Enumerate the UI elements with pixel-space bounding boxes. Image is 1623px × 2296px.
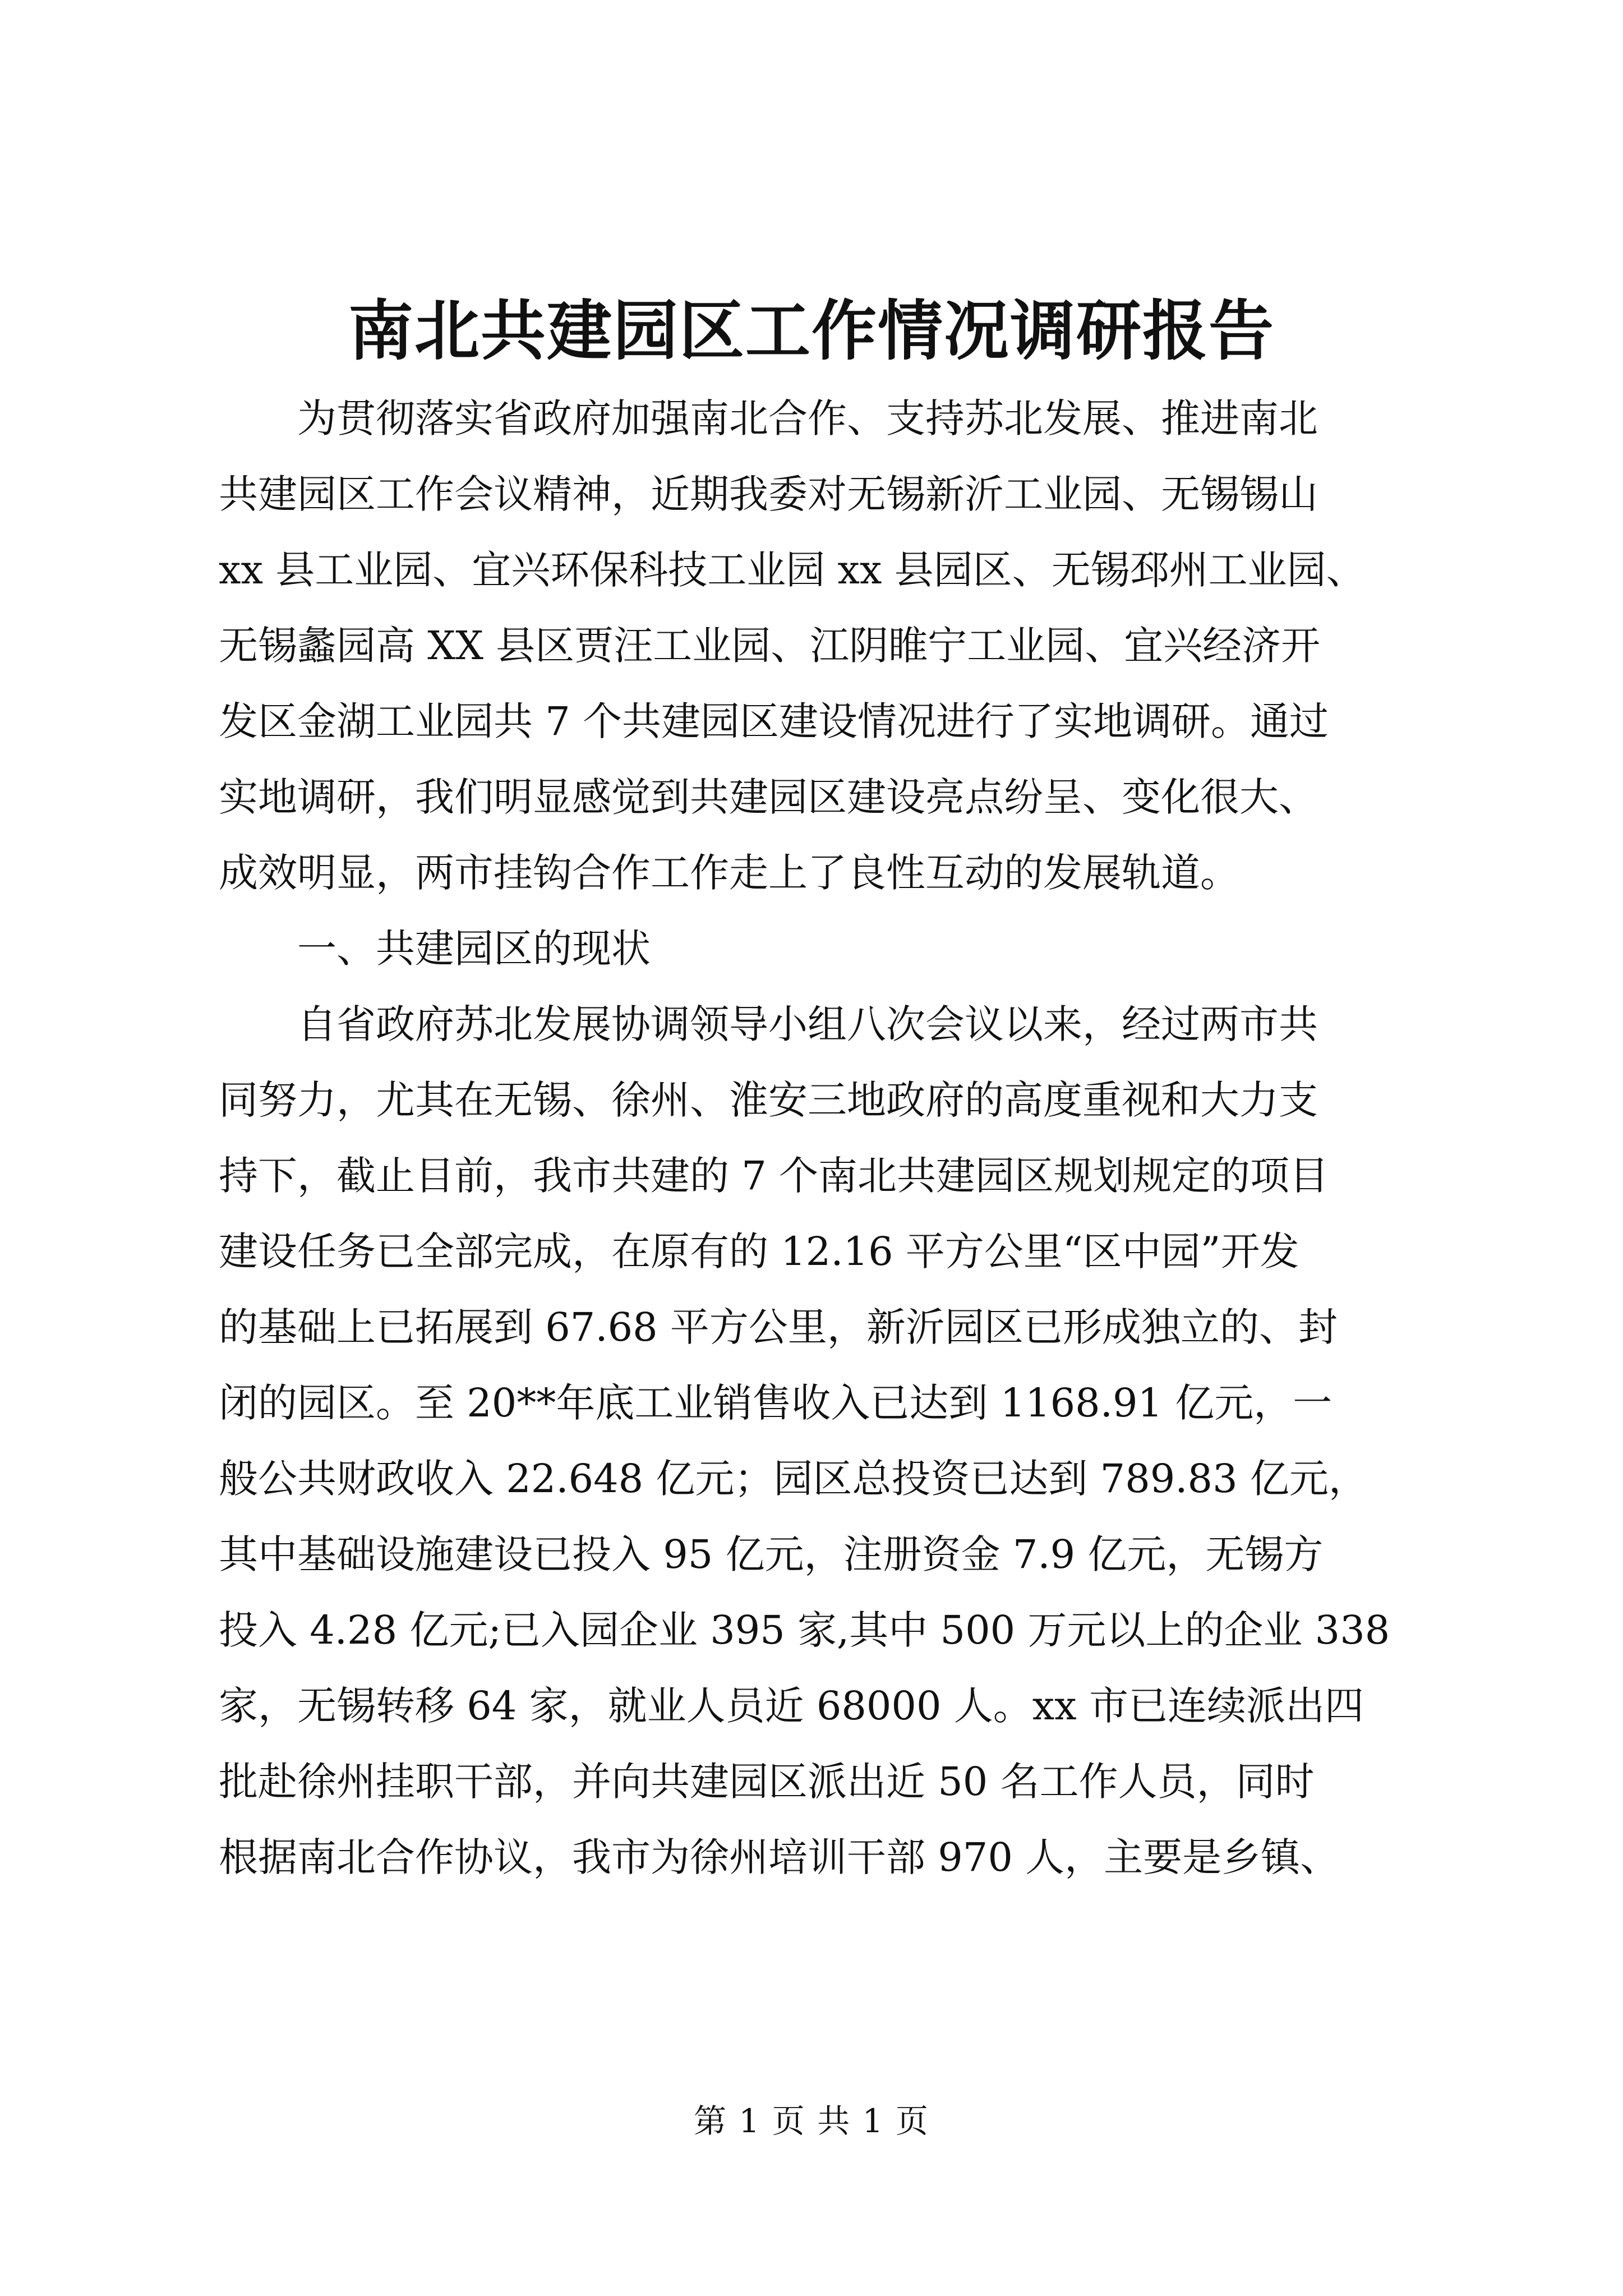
body-line: xx 县工业园、宜兴环保科技工业园 xx 县园区、无锡邳州工业园、 [219, 547, 1366, 593]
body-line: 为贯彻落实省政府加强南北合作、支持苏北发展、推进南北 [219, 395, 1318, 441]
body-line: 发区金湖工业园共 7 个共建园区建设情况进行了实地调研。通过 [219, 698, 1329, 744]
body-line: 批赴徐州挂职干部，并向共建园区派出近 50 名工作人员，同时 [219, 1759, 1315, 1805]
body-line: 的基础上已拓展到 67.68 平方公里，新沂园区已形成独立的、封 [219, 1304, 1338, 1350]
body-line: 持下，截止目前，我市共建的 7 个南北共建园区规划规定的项目 [219, 1153, 1329, 1199]
body-line: 家，无锡转移 64 家，就业人员近 68000 人。xx 市已连续派出四 [219, 1683, 1364, 1729]
body-line: 实地调研，我们明显感觉到共建园区建设亮点纷呈、变化很大、 [219, 774, 1318, 820]
page-footer: 第 1 页 共 1 页 [694, 2102, 929, 2140]
body-line: 同努力，尤其在无锡、徐州、淮安三地政府的高度重视和大力支 [219, 1077, 1318, 1123]
body-line: 成效明显，两市挂钩合作工作走上了良性互动的发展轨道。 [219, 850, 1239, 896]
body-line: 根据南北合作协议，我市为徐州培训干部 970 人，主要是乡镇、 [219, 1834, 1340, 1880]
document-title: 南北共建园区工作情况调研报告 [348, 293, 1275, 369]
body-line: 自省政府苏北发展协调领导小组八次会议以来，经过两市共 [219, 1001, 1318, 1047]
body-line: 闭的园区。至 20**年底工业销售收入已达到 1168.91 亿元，一 [219, 1380, 1332, 1426]
body-line: 投入 4.28 亿元;已入园企业 395 家,其中 500 万元以上的企业 338 [219, 1607, 1390, 1653]
body-line: 建设任务已全部完成，在原有的 12.16 平方公里“区中园”开发 [219, 1228, 1299, 1274]
section-heading: 一、共建园区的现状 [219, 926, 651, 972]
body-line: 无锡蠡园高 XX 县区贾汪工业园、江阴睢宁工业园、宜兴经济开 [219, 623, 1321, 669]
body-line: 共建园区工作会议精神，近期我委对无锡新沂工业园、无锡锡山 [219, 471, 1318, 517]
body-line: 般公共财政收入 22.648 亿元；园区总投资已达到 789.83 亿元， [219, 1456, 1368, 1502]
body-line: 其中基础设施建设已投入 95 亿元，注册资金 7.9 亿元，无锡方 [219, 1531, 1324, 1577]
